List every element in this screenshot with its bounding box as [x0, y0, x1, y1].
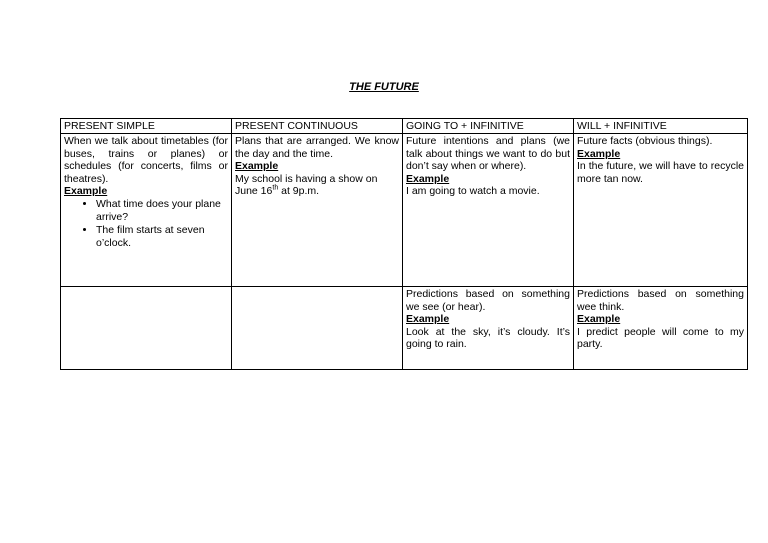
going-to-prediction-example: Look at the sky, it’s cloudy. It’s going to rain.: [406, 325, 570, 351]
going-to-example: I am going to watch a movie.: [406, 185, 540, 198]
will-prediction-cell: [574, 287, 748, 370]
present-continuous-use: Plans that are arranged. We know the day and the time.: [235, 135, 399, 160]
will-cell: [574, 134, 748, 287]
table-row: [61, 134, 748, 287]
column-header-present-simple: PRESENT SIMPLE: [61, 119, 232, 134]
column-header-going-to: GOING TO + INFINITIVE: [403, 119, 574, 134]
list-item: • What time does your plane arrive?: [96, 198, 228, 223]
example-heading: Example: [235, 160, 279, 173]
going-to-prediction-cell: [403, 287, 574, 370]
going-to-cell: [403, 134, 574, 287]
present-simple-example-list: [64, 198, 228, 249]
column-header-present-continuous: PRESENT CONTINUOUS: [232, 119, 403, 134]
page-title: THE FUTURE: [349, 81, 419, 93]
example-heading: Example: [577, 313, 621, 326]
example-heading: Example: [406, 172, 450, 185]
will-example: In the future, we will have to recycle more tan now.: [577, 160, 744, 185]
going-to-prediction-use: Predictions based on something we see (or hear).: [406, 288, 570, 313]
empty-cell: [61, 287, 232, 370]
example-text: My school is having a show on June 16: [235, 172, 378, 198]
present-simple-cell: [61, 134, 232, 287]
column-header-will: WILL + INFINITIVE: [574, 119, 748, 134]
example-text: at 9p.m.: [278, 185, 320, 198]
will-prediction-use: Predictions based on something wee think.: [577, 288, 744, 313]
example-heading: Example: [577, 147, 621, 160]
future-tenses-table: [60, 118, 748, 370]
present-continuous-example: [235, 173, 399, 198]
will-prediction-example: I predict people will come to my party.: [577, 325, 744, 351]
list-item: • The film starts at seven o’clock.: [96, 224, 228, 249]
table-row: [61, 287, 748, 370]
ordinal-suffix: th: [272, 184, 279, 192]
present-continuous-cell: [232, 134, 403, 287]
table-header-row: [61, 119, 748, 134]
present-simple-use: When we talk about timetables (for buses, trains or planes) or schedules (for concerts, films or theatres).: [64, 135, 228, 185]
will-use: Future facts (obvious things).: [577, 135, 713, 147]
example-heading: Example: [406, 313, 450, 326]
example-heading: Example: [64, 185, 108, 198]
empty-cell: [232, 287, 403, 370]
going-to-use: Future intentions and plans (we talk about things we want to do but don’t say when or where).: [406, 135, 570, 173]
